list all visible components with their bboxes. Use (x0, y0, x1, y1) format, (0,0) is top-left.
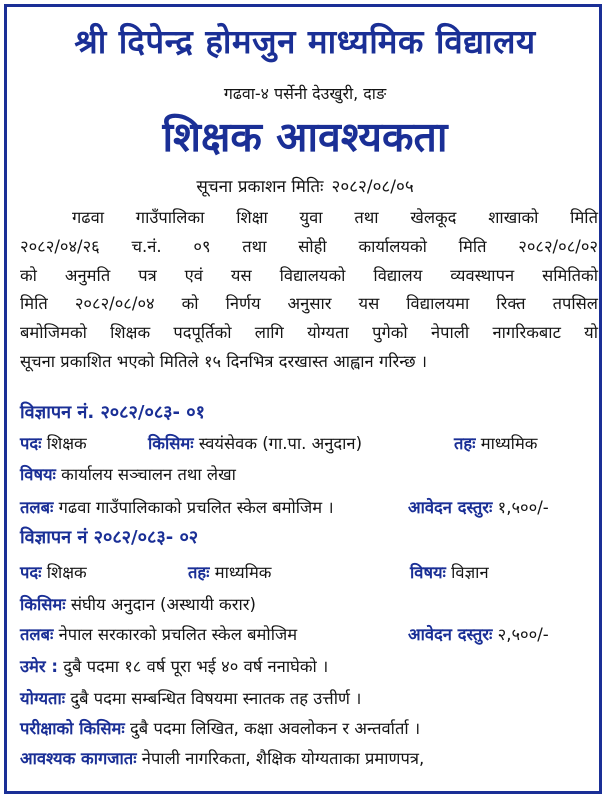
ad2-heading: विज्ञापन नं २०८२/०८३- ०२ (20, 527, 199, 548)
ad2-level-label: तहः (188, 563, 210, 582)
paragraph-line: गढवा गाउँपालिका शिक्षा युवा तथा खेलकूद शाखाको मिति (72, 208, 598, 227)
ad2-type-label: किसिमः (20, 595, 66, 614)
ad1-type-value: स्वयंसेवक (गा.पा. अनुदान) (198, 434, 363, 453)
exam-label: परीक्षाको किसिमः (20, 719, 125, 738)
documents-label: आवश्यक कागजातः (20, 749, 137, 768)
exam-value: दुबै पदमा लिखित, कक्षा अवलोकन र अन्तर्वार्ता । (130, 719, 421, 738)
ad2-subject-label: विषयः (410, 563, 446, 582)
school-address: गढवा-४ पर्सेनी देउखुरी, दाङ (223, 84, 387, 103)
ad2-salary-value: नेपाल सरकारको प्रचलित स्केल बमोजिम (58, 625, 298, 644)
ad1-post-row (20, 431, 600, 457)
age-row (20, 654, 328, 680)
ad2-type-value: संघीय अनुदान (अस्थायी करार) (70, 595, 256, 614)
paragraph-line: सूचना प्रकाशित भएको मितिले १५ दिनभित्र दरखास्त आह्वान गरिन्छ । (20, 351, 428, 371)
paragraph-line: बमोजिमको शिक्षक पदपूर्तिको लागि योग्यता पुगेको नेपाली नागरिकबाट यो (20, 323, 598, 343)
ad2-level-value: माध्यमिक (214, 563, 272, 582)
notice-paragraph (20, 204, 598, 377)
ad2-salary-row (20, 622, 600, 648)
ad1-type-label: किसिमः (148, 434, 194, 453)
notice-date-line (0, 174, 610, 197)
ad1-post-label: पदः (20, 434, 42, 453)
school-name: श्री दिपेन्द्र होमजुन माध्यमिक विद्यालय (74, 22, 536, 61)
documents-row (20, 746, 424, 772)
ad1-fee-label: आवेदन दस्तुरः (408, 498, 493, 517)
ad1-level-value: माध्यमिक (480, 434, 538, 453)
ad2-type-row (20, 592, 256, 618)
ad1-subject-label: विषयः (20, 465, 56, 484)
ad2-fee-value: २,५००/- (497, 625, 549, 644)
ad1-heading: विज्ञापन नं. २०८२/०८३- ०१ (20, 402, 205, 423)
paragraph-line: २०८२/०४/२६ च.नं. ०९ तथा सोही कार्यालयको मिति २०८२/०८/०२ (20, 236, 598, 256)
notice-date-label: सूचना प्रकाशन मितिः (196, 177, 324, 197)
ad1-post-value: शिक्षक (46, 434, 87, 453)
ad1-subject-value: कार्यालय सञ्चालन तथा लेखा (61, 465, 236, 484)
qualification-row (20, 686, 361, 712)
ad1-salary-row (20, 495, 600, 521)
ad2-post-row (20, 560, 600, 586)
ad2-post-value: शिक्षक (46, 563, 87, 582)
paragraph-line: मिति २०८२/०८/०४ को निर्णय अनुसार यस विद्यालयमा रिक्त तपसिल (20, 294, 598, 314)
qualification-label: योग्यताः (20, 689, 66, 708)
ad2-fee-label: आवेदन दस्तुरः (408, 625, 493, 644)
ad1-salary-value: गढवा गाउँपालिकाको प्रचलित स्केल बमोजिम । (58, 498, 334, 517)
ad2-subject-value: विज्ञान (451, 563, 489, 582)
ad1-salary-label: तलबः (20, 498, 54, 517)
ad2-salary-label: तलबः (20, 625, 54, 644)
ad1-level-label: तहः (454, 434, 476, 453)
ad2-post-label: पदः (20, 563, 42, 582)
notice-title: शिक्षक आवश्यकता (162, 113, 448, 161)
documents-value: नेपाली नागरिकता, शैक्षिक योग्यताका प्रमाणपत्र, (141, 749, 425, 768)
notice-date: २०८२/०८/०५ (331, 177, 414, 197)
ad1-fee-value: १,५००/- (497, 498, 549, 517)
ad1-subject-row (20, 462, 236, 488)
age-value: दुबै पदमा १८ वर्ष पूरा भई ४० वर्ष ननाघेको । (63, 657, 329, 676)
exam-row (20, 716, 420, 742)
paragraph-line: को अनुमति पत्र एवं यस विद्यालयको विद्यालय व्यवस्थापन समितिको (20, 265, 598, 285)
age-label: उमेर : (20, 657, 59, 676)
qualification-value: दुबै पदमा सम्बन्धित विषयमा स्नातक तह उत्तीर्ण । (70, 689, 362, 708)
